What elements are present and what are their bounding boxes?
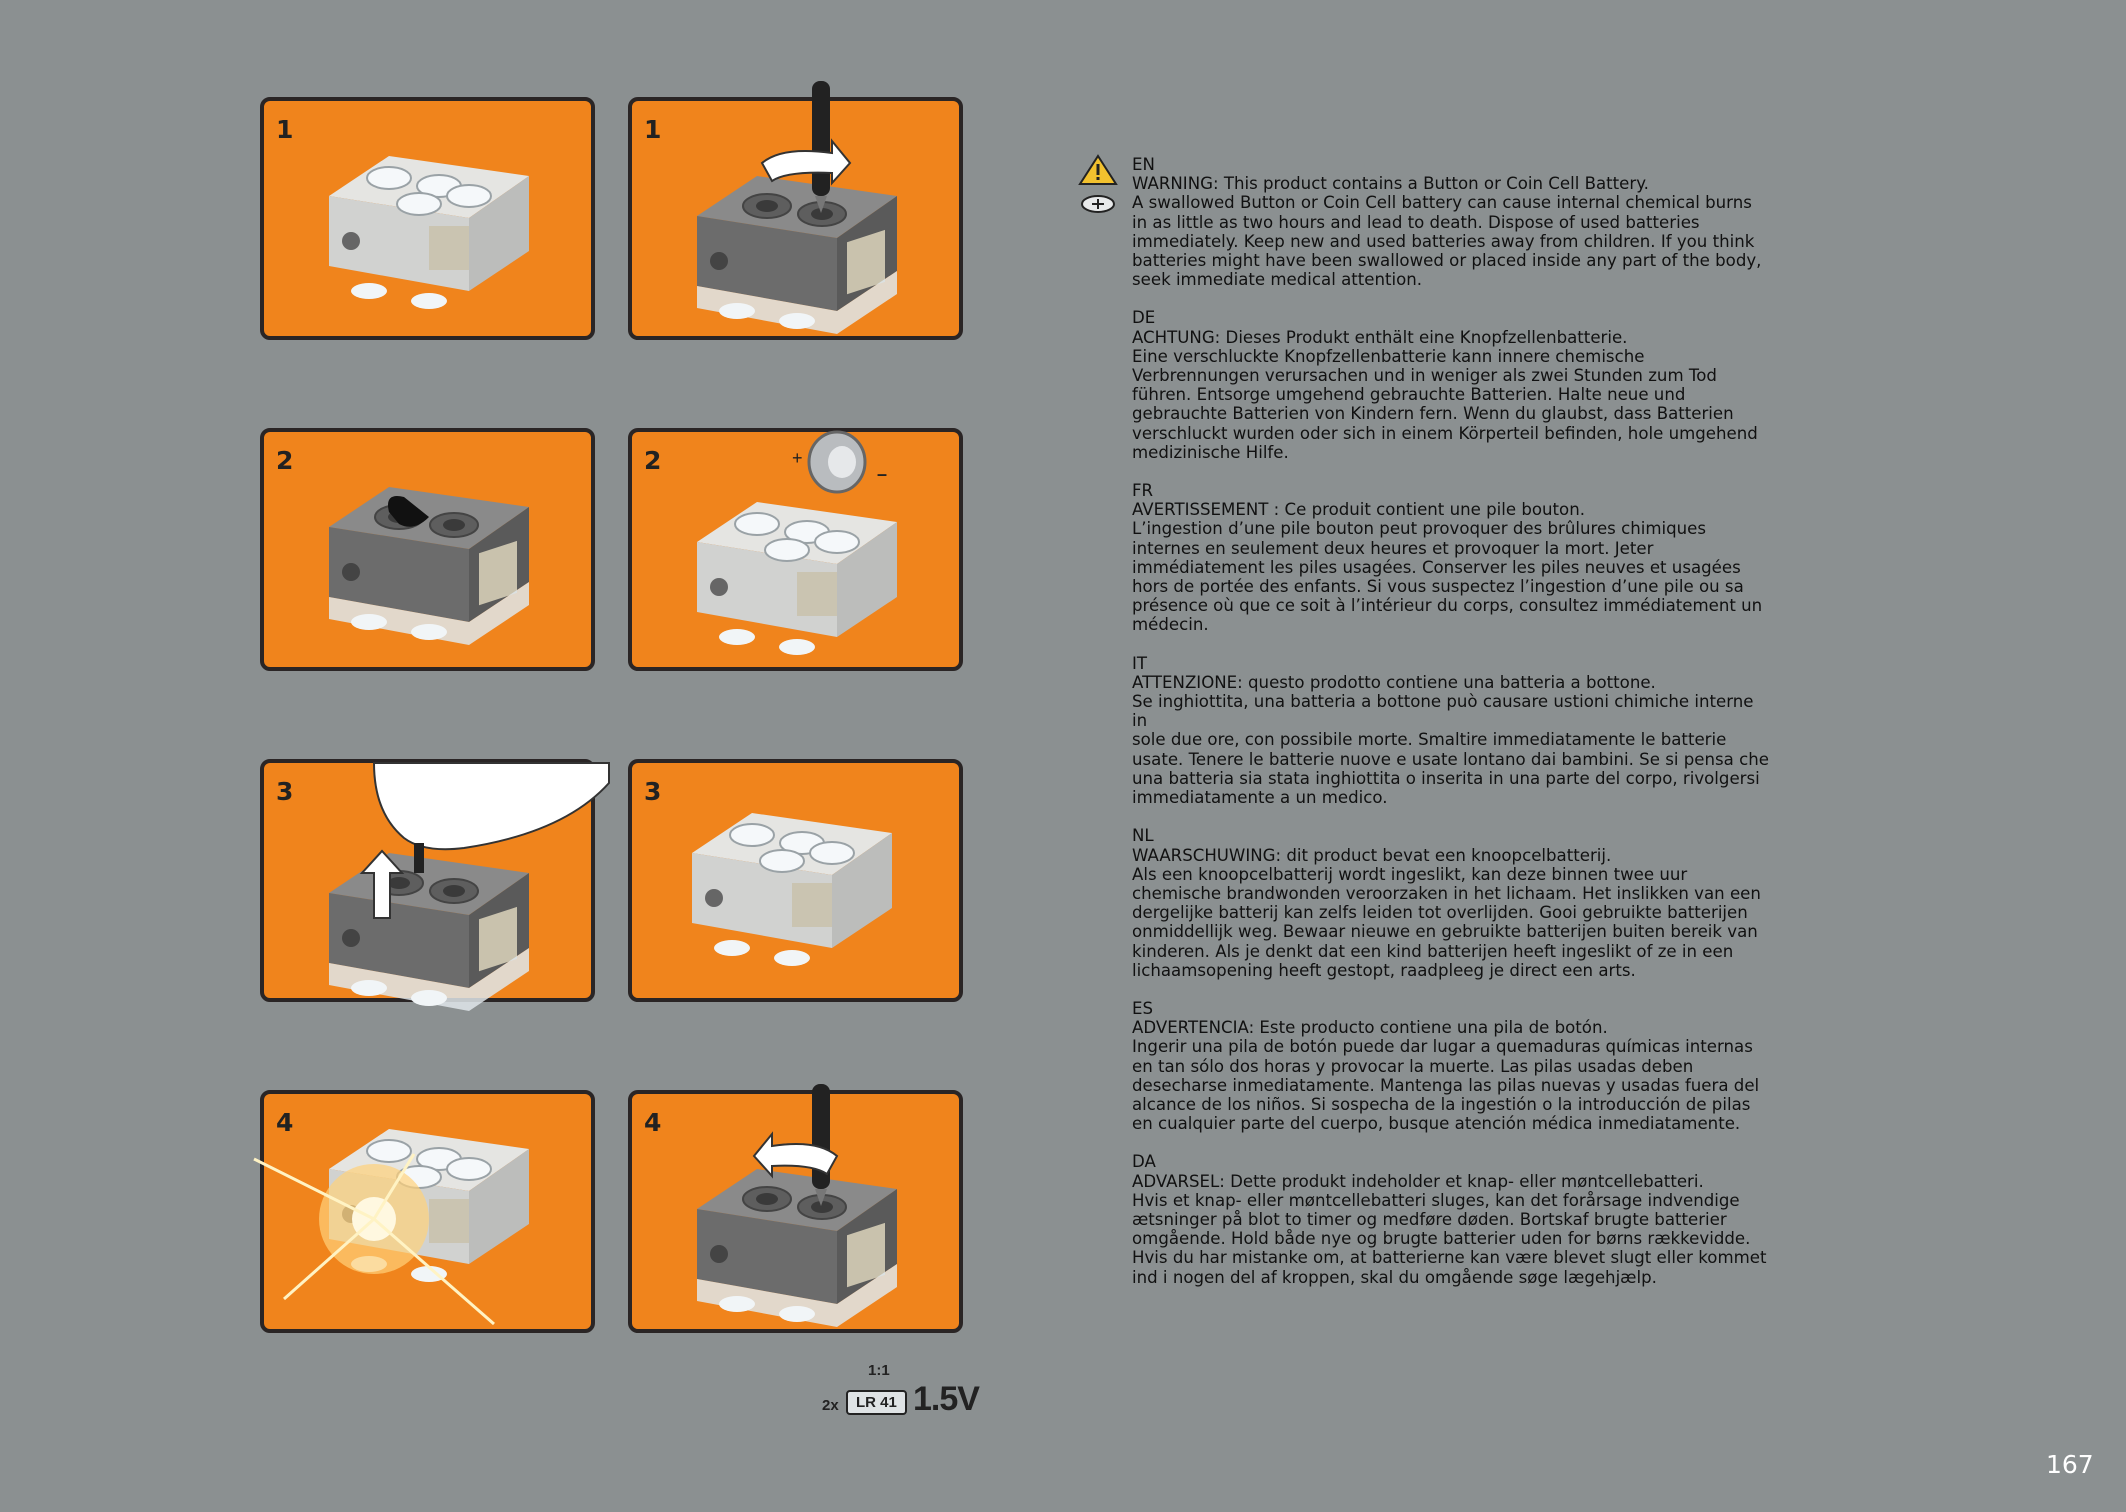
quantity-label: 2x <box>822 1397 839 1414</box>
warning-es <box>1132 999 1772 1133</box>
warning-text: ACHTUNG: Dieses Produkt enthält eine Knopfzellenbatterie. Eine verschluckte Knopfzellenbatterie kann innere chemische Verbrennungen verursachen und in weniger als zwei Stunden zum Tod führen. Entsorge umgehend gebrauchte Batterien. Halte neue und gebrauchte Batterien von Kindern fern. Wenn du glaubst, dass Batterien verschluckt wurden oder sich in einem Körperteil befinden, hole umgehend medizinische Hilfe. <box>1132 327 1758 462</box>
battery-type-label: LR 41 <box>846 1390 907 1415</box>
step-panel-2a <box>260 428 595 671</box>
step-number: 3 <box>644 777 662 806</box>
open-brick-illustration <box>632 101 959 336</box>
language-code: DE <box>1132 308 1156 328</box>
step-panel-2b <box>628 428 963 671</box>
safety-warnings <box>1132 155 1772 1306</box>
step-number: 3 <box>276 777 294 806</box>
closed-clear-brick-illustration <box>632 763 959 998</box>
warning-it <box>1132 654 1772 808</box>
warning-nl <box>1132 826 1772 980</box>
warning-da <box>1132 1152 1772 1286</box>
rotate-arrow-icon <box>762 141 850 183</box>
step-number: 2 <box>276 446 294 475</box>
step-number: 1 <box>276 115 294 144</box>
battery-legend <box>820 1362 980 1422</box>
language-code: FR <box>1132 481 1154 501</box>
screwdriver-icon <box>812 81 830 196</box>
warning-fr <box>1132 481 1772 635</box>
warning-en <box>1132 155 1772 289</box>
close-brick-illustration <box>632 1094 959 1329</box>
step-number: 4 <box>276 1108 294 1137</box>
hand-icon <box>374 763 609 849</box>
clear-brick-illustration <box>264 101 591 336</box>
warning-text: ATTENZIONE: questo prodotto contiene una batteria a bottone. Se inghiottita, una batteria a bottone può causare ustioni chimiche interne in sole due ore, con possibile morte. Smaltire immediatamente le batterie usate. Tenere le batterie nuove e usate lontano dai bambini. Se si pensa che una batteria sia stata inghiottita o inserita in una parte del corpo, rivolgersi immediatamente a un medico. <box>1132 672 1769 808</box>
battery-plus-label: + <box>792 448 803 468</box>
step-panel-1b <box>628 97 963 340</box>
warning-icons <box>1078 154 1122 220</box>
insert-battery-illustration <box>632 432 959 667</box>
language-code: ES <box>1132 998 1154 1018</box>
language-code: EN <box>1132 155 1155 174</box>
battery-minus-label: – <box>877 464 888 484</box>
lit-brick-illustration <box>264 1094 591 1329</box>
warning-de <box>1132 308 1772 462</box>
warning-text: ADVERTENCIA: Este producto contiene una pila de botón. Ingerir una pila de botón puede dar lugar a quemaduras químicas internas en tan sólo dos horas y provocar la muerte. Las pilas usadas deben desecharse inmediatamente. Mantenga las pilas nuevas y usadas fuera del alcance de los niños. Si sospecha de la ingestión o la introducción de pilas en cualquier parte del cuerpo, busque atención médica inmediatamente. <box>1132 1018 1760 1134</box>
language-code: DA <box>1132 1152 1156 1172</box>
language-code: IT <box>1132 653 1148 673</box>
language-code: NL <box>1132 826 1154 846</box>
coin-cell-battery-icon <box>1078 193 1118 215</box>
step-panel-3b <box>628 759 963 1002</box>
warning-triangle-icon <box>1078 154 1118 186</box>
open-lid-illustration <box>264 432 591 667</box>
warning-text: WARNING: This product contains a Button or Coin Cell Battery. A swallowed Button or Coin Cell battery can cause internal chemical burns in as little as two hours and lead to death. Dispose of used batteries immediately. Keep new and used batteries away from children. If you think batteries might have been swallowed or placed inside any part of the body, seek immediate medical attention. <box>1132 174 1762 290</box>
step-number: 2 <box>644 446 662 475</box>
step-panel-4a <box>260 1090 595 1333</box>
step-number: 4 <box>644 1108 662 1137</box>
warning-text: ADVARSEL: Dette produkt indeholder et knap- eller møntcellebatteri. Hvis et knap- eller møntcellebatteri sluges, kan det forårsage indvendige ætsninger på blot to timer og medføre døden. Bortskaf brugte batterier omgående. Hold både nye og brugte batterier uden for børns rækkevidde. Hvis du har mistanke om, at batterierne kan være blevet slugt eller kommet ind i nogen del af kroppen, skal du omgående søge lægehjælp. <box>1132 1171 1767 1287</box>
step-panel-1a <box>260 97 595 340</box>
voltage-label: 1.5V <box>913 1380 979 1418</box>
step-panel-4b <box>628 1090 963 1333</box>
remove-tab-illustration <box>264 763 591 998</box>
warning-text: AVERTISSEMENT : Ce produit contient une pile bouton. L’ingestion d’une pile bouton peut provoquer des brûlures chimiques internes en seulement deux heures et provoquer la mort. Jeter immédiatement les piles usagées. Conserver les piles neuves et usagées hors de portée des enfants. Si vous suspectez l’ingestion d’une pile ou sa présence où que ce soit à l’intérieur du corps, consultez immédiatement un médecin. <box>1132 500 1763 635</box>
step-panel-3a <box>260 759 595 1002</box>
page-number: 167 <box>2046 1450 2094 1479</box>
scale-label: 1:1 <box>868 1362 890 1379</box>
warning-text: WAARSCHUWING: dit product bevat een knoopcelbatterij. Als een knoopcelbatterij wordt ingeslikt, kan deze binnen twee uur chemische brandwonden veroorzaken in het lichaam. Het inslikken van een dergelijke batterij kan zelfs leiden tot overlijden. Gooi gebruikte batterijen onmiddellijk weg. Bewaar nieuwe en gebruikte batterijen buiten bereik van kinderen. Als je denkt dat een kind batterijen heeft ingeslikt of ze in een lichaamsopening heeft gestopt, raadpleeg je direct een arts. <box>1132 845 1761 980</box>
step-number: 1 <box>644 115 662 144</box>
